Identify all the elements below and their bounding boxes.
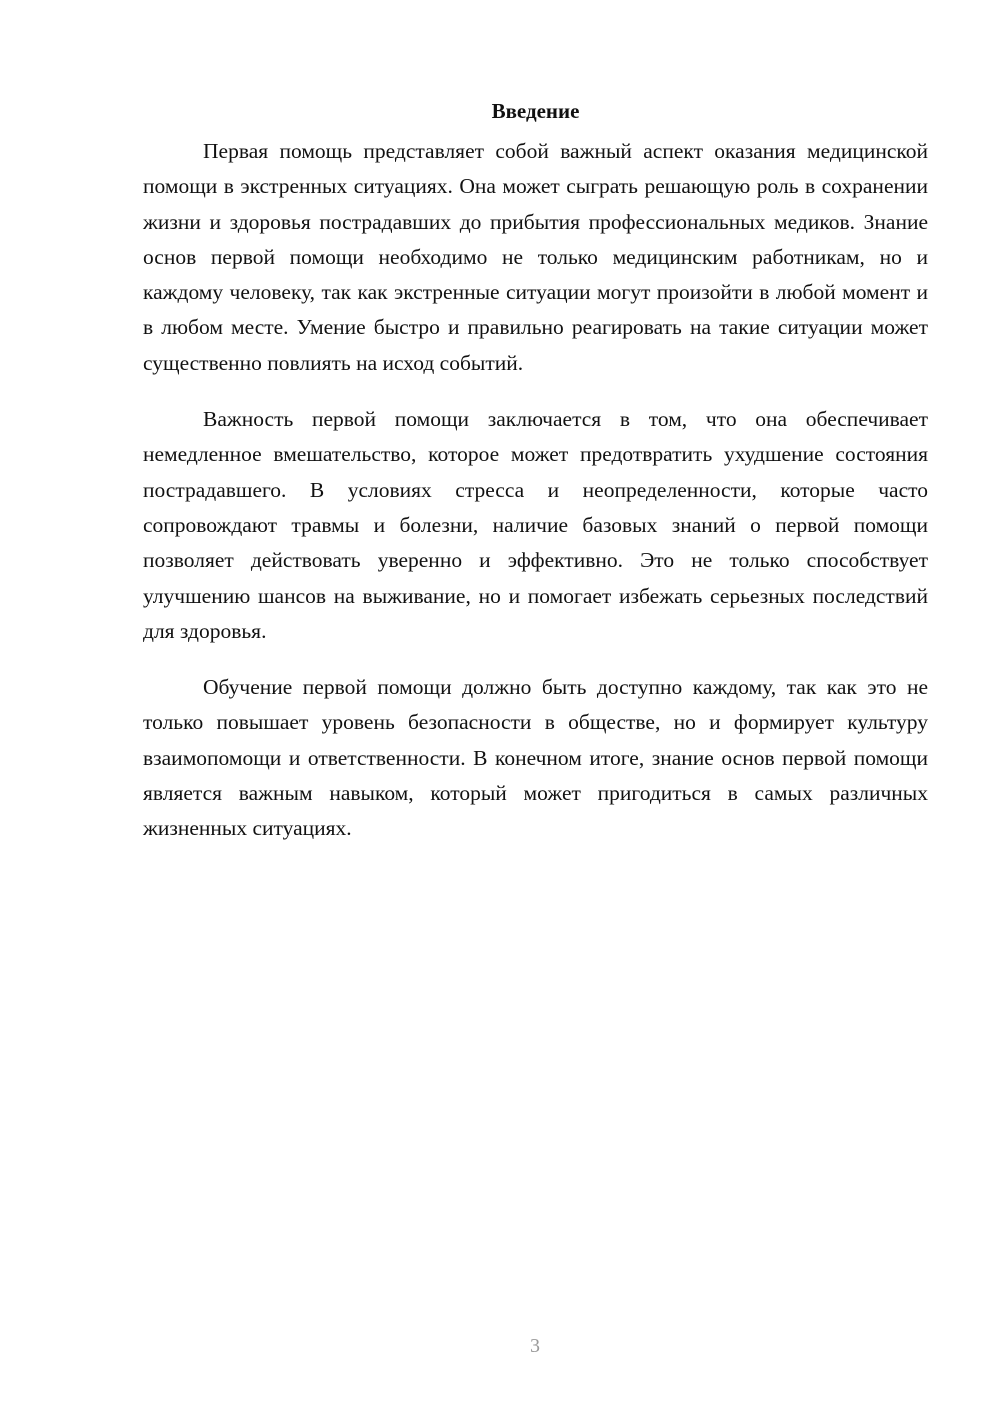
section-title: Введение — [491, 99, 580, 123]
paragraph-1: Первая помощь представляет собой важный аспект оказания медицинской помощи в экстренных ситуациях. Она может сыграть решающую роль в сохранении жизни и здоровья пострадавших до прибытия профессиональных медиков. Знание основ первой помощи необходимо не только медицинским работникам, но и каждому человеку, так как экстренные ситуации могут произойти в любой момент и в любом месте. Умение быстро и правильно реагировать на такие ситуации может существенно повлиять на исход событий. — [143, 139, 928, 375]
paragraph-3: Обучение первой помощи должно быть доступно каждому, так как это не только повышает уровень безопасности в обществе, но и формирует культуру взаимопомощи и ответственности. В конечном итоге, знание основ первой помощи является важным навыком, который может пригодиться в самых различных жизненных ситуациях. — [143, 675, 928, 841]
page-content — [143, 96, 928, 868]
page-number: 3 — [530, 1335, 540, 1357]
paragraph-2: Важность первой помощи заключается в том, что она обеспечивает немедленное вмешательство, которое может предотвратить ухудшение состояния пострадавшего. В условиях стресса и неопределенности, которые часто сопровождают травмы и болезни, наличие базовых знаний о первой помощи позволяет действовать уверенно и эффективно. Это не только способствует улучшению шансов на выживание, но и помогает избежать серьезных последствий для здоровья. — [143, 407, 928, 643]
